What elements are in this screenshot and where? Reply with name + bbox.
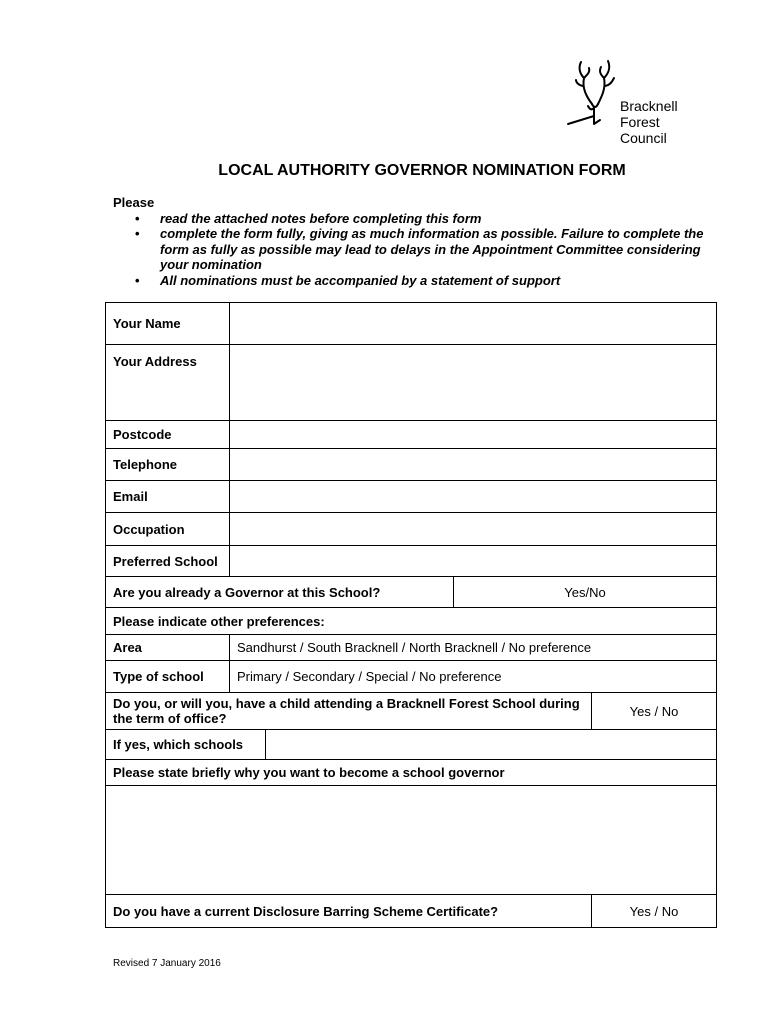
table-row [106,513,717,546]
table-row [106,345,717,421]
table-row [106,481,717,513]
table-row [106,730,717,760]
council-logo [564,58,694,150]
table-row [106,786,717,895]
occupation-label: Occupation [106,513,230,546]
council-name [620,98,678,146]
table-row [106,303,717,345]
why-governor-field[interactable] [106,786,717,895]
table-row [106,661,717,693]
table-row [106,608,717,635]
child-question: Do you, or will you, have a child attending a Bracknell Forest School during the term of office? [106,693,592,730]
revision-note: Revised 7 January 2016 [113,958,221,969]
table-row [106,449,717,481]
which-schools-label: If yes, which schools [106,730,266,760]
form-title: LOCAL AUTHORITY GOVERNOR NOMINATION FORM [218,162,626,179]
table-row [106,693,717,730]
logo-line-3: Council [620,130,667,146]
child-answer[interactable]: Yes / No [592,693,717,730]
telephone-field[interactable] [230,449,717,481]
table-row [106,635,717,661]
logo-line-2: Forest [620,114,660,130]
instructions [113,195,713,288]
dbs-question: Do you have a current Disclosure Barring Scheme Certificate? [106,895,592,928]
table-row [106,546,717,577]
instructions-heading: Please [113,195,155,210]
instructions-list [113,211,713,289]
telephone-label: Telephone [106,449,230,481]
which-schools-field[interactable] [266,730,717,760]
instruction-item: • All nominations must be accompanied by a statement of support [113,273,713,289]
school-type-options[interactable]: Primary / Secondary / Special / No preference [230,661,717,693]
table-row [106,577,717,608]
table-row [106,760,717,786]
name-label: Your Name [106,303,230,345]
occupation-field[interactable] [230,513,717,546]
address-field[interactable] [230,345,717,421]
area-label: Area [106,635,230,661]
nomination-form-table [105,302,717,928]
area-options[interactable]: Sandhurst / South Bracknell / North Bracknell / No preference [230,635,717,661]
why-governor-label: Please state briefly why you want to become a school governor [106,760,717,786]
stag-head-icon [564,58,624,130]
postcode-field[interactable] [230,421,717,449]
name-field[interactable] [230,303,717,345]
email-field[interactable] [230,481,717,513]
instruction-item: • complete the form fully, giving as much information as possible. Failure to complete the form as fully as possible may lead to delays in the Appointment Committee considering your nomination [113,226,713,273]
logo-line-1: Bracknell [620,98,678,114]
table-row [106,895,717,928]
address-label: Your Address [106,345,230,421]
preferred-school-field[interactable] [230,546,717,577]
preferred-school-label: Preferred School [106,546,230,577]
table-row [106,421,717,449]
already-governor-answer[interactable]: Yes/No [454,577,717,608]
already-governor-question: Are you already a Governor at this School? [106,577,454,608]
dbs-answer[interactable]: Yes / No [592,895,717,928]
email-label: Email [106,481,230,513]
other-preferences-label: Please indicate other preferences: [106,608,717,635]
postcode-label: Postcode [106,421,230,449]
instruction-item: • read the attached notes before completing this form [113,211,713,227]
school-type-label: Type of school [106,661,230,693]
